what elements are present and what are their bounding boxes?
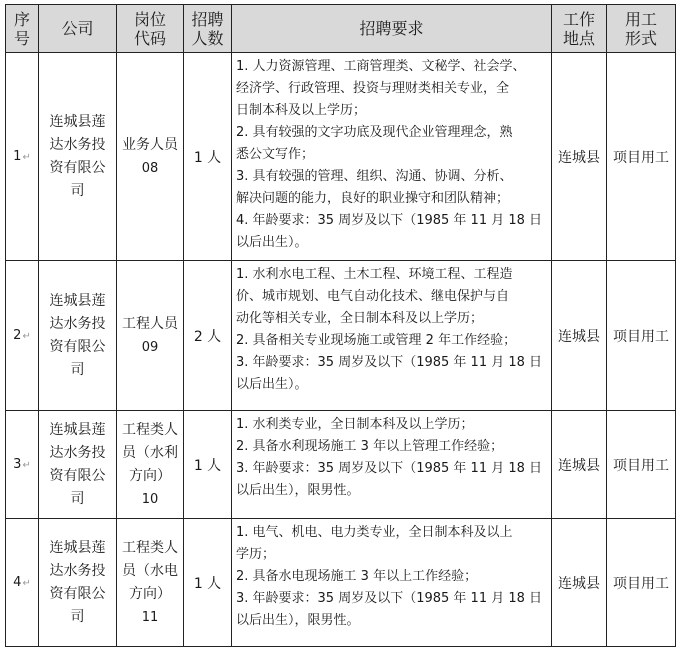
recruitment-table [5,4,676,647]
header-location-line-1: 工作 [562,9,595,29]
requirement-line: 3. 年龄要求：35 周岁及以下（1985 年 11 月 18 日 [236,591,543,606]
header-position-line-2: 代码 [133,28,166,48]
header-company: 公司 [39,5,117,53]
row-number-value: 3 [13,457,22,472]
paragraph-mark-icon: ↵ [22,460,31,471]
employment-type-cell: 项目用工 [607,53,676,261]
header-employment-line-1: 用工 [624,9,657,29]
position-code: 10 [141,491,159,507]
location-cell: 连城县 [552,519,607,647]
paragraph-mark-icon: ↵ [22,331,31,342]
requirements-cell [232,53,552,261]
requirement-line: 1. 水利类专业，全日制本科及以上学历； [236,417,474,432]
requirement-line: 3. 年龄要求：35 周岁及以下（1985 年 11 月 18 日 [236,461,543,476]
header-employment-line-2: 形式 [624,28,657,48]
header-employment [607,5,676,53]
row-number [6,53,39,261]
headcount-cell: 2 人 [184,261,232,411]
position-code: 08 [141,160,159,176]
requirements-cell [232,261,552,411]
headcount-cell: 1 人 [184,411,232,519]
company-cell: 连城县莲达水务投资有限公司 [39,519,117,647]
position-cell [117,261,184,411]
table-row [6,519,676,647]
requirement-line: 3. 具有较强的管理、组织、沟通、协调、分析、 [236,169,513,184]
requirement-line: 4. 年龄要求：35 周岁及以下（1985 年 11 月 18 日 [236,213,543,228]
position-code: 11 [141,609,159,625]
row-number [6,411,39,519]
requirement-line: 2. 具备水利现场施工 3 年以上管理工作经验； [236,439,504,454]
paragraph-mark-icon: ↵ [22,152,31,163]
requirement-line: 以后出生），限男性。 [236,613,360,628]
requirement-line: 价、城市规划、电气自动化技术、继电保护与自 [236,289,510,304]
header-count-line-1: 招聘 [191,9,224,29]
requirement-line: 以后出生）。 [236,377,308,392]
table-row [6,53,676,261]
row-number-value: 4 [13,575,22,590]
position-code: 09 [141,339,159,355]
header-count-line-2: 人数 [191,28,224,48]
header-no-line-1: 序 [13,9,30,29]
paragraph-mark-icon: ↵ [22,578,31,589]
requirement-line: 以后出生），限男性。 [236,483,360,498]
requirement-line: 1. 人力资源管理、工商管理类、文秘学、社会学、 [236,59,526,74]
requirement-line: 1. 水利水电工程、土木工程、环境工程、工程造 [236,267,513,282]
position-cell [117,53,184,261]
position-cell [117,519,184,647]
requirement-line: 1. 电气、机电、电力类专业，全日制本科及以上 [236,525,513,540]
requirement-line: 2. 具备相关专业现场施工或管理 2 年工作经验； [236,333,517,348]
row-number-value: 2 [13,328,22,343]
requirement-line: 学历； [236,547,276,562]
position-cell [117,411,184,519]
table-row [6,411,676,519]
company-cell: 连城县莲达水务投资有限公司 [39,261,117,411]
header-location-line-2: 地点 [562,28,595,48]
requirement-line: 以后出生）。 [236,235,308,250]
header-row [6,5,676,53]
headcount-cell: 1 人 [184,519,232,647]
requirement-line: 日制本科及以上学历； [236,103,367,118]
requirement-line: 3. 年龄要求：35 周岁及以下（1985 年 11 月 18 日 [236,355,543,370]
header-requirements: 招聘要求 [232,5,552,53]
employment-type-cell: 项目用工 [607,411,676,519]
requirement-line: 解决问题的能力，良好的职业操守和团队精神； [236,191,510,206]
row-number-value: 1 [13,149,22,164]
row-number [6,519,39,647]
position-name: 工程人员 [122,315,178,332]
company-cell: 连城县莲达水务投资有限公司 [39,411,117,519]
header-no-line-2: 号 [13,28,30,48]
requirement-line: 悉公文写作； [236,147,315,162]
location-cell: 连城县 [552,53,607,261]
header-position [117,5,184,53]
requirement-line: 2. 具有较强的文字功底及现代企业管理理念，熟 [236,125,513,140]
row-number [6,261,39,411]
table-row [6,261,676,411]
position-name: 工程类人员（水电方向） [122,539,178,602]
requirement-line: 经济学、行政管理、投资与理财类相关专业，全 [236,81,510,96]
requirement-line: 2. 具备水电现场施工 3 年以上工作经验； [236,569,478,584]
headcount-cell: 1 人 [184,53,232,261]
header-location [552,5,607,53]
company-cell: 连城县莲达水务投资有限公司 [39,53,117,261]
header-no [6,5,39,53]
position-name: 工程类人员（水利方向） [122,421,178,484]
requirements-cell [232,411,552,519]
header-count [184,5,232,53]
employment-type-cell: 项目用工 [607,519,676,647]
requirements-cell [232,519,552,647]
requirement-line: 动化等相关专业，全日制本科及以上学历； [236,311,484,326]
location-cell: 连城县 [552,411,607,519]
location-cell: 连城县 [552,261,607,411]
header-position-line-1: 岗位 [133,9,166,29]
employment-type-cell: 项目用工 [607,261,676,411]
position-name: 业务人员 [122,136,178,153]
